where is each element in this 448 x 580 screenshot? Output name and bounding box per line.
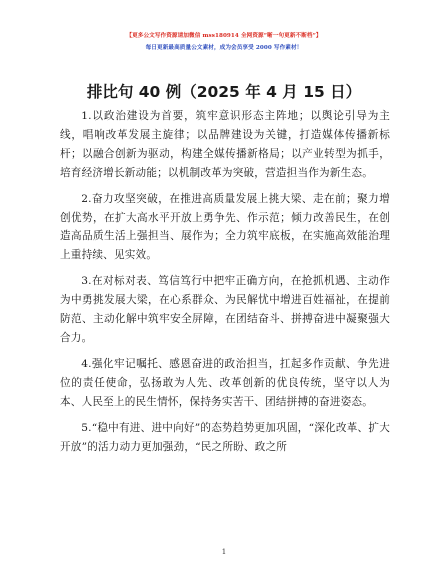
page-number: 1 [221,548,227,556]
paragraph-5: 5.“稳中有进、进中向好”的态势趋势更加巩固，“深化改革、扩大开放”的活力动力更加强劲，“民之所盼、政之所 [60,421,390,453]
promo-line-1: 【更多公文写作资源请加微信 mss180914 全网资源“晰一句更新不断档”】 [126,33,322,39]
paragraph-1: 1.以政治建设为首要，筑牢意识形态主阵地；以舆论引导为主线，唱响改革发展主旋律；以品牌建设为关键，打造媒体传播新标杆；以融合创新为驱动，构建全媒传播新格局；以产业转型为抓手，培育经济增长新动能；以机制改革为突破，营造担当作为新生态。 [60,110,390,179]
document-body [60,107,390,463]
paragraph-4: 4.强化牢记嘱托、感恩奋进的政治担当，扛起多作贡献、争先进位的责任使命，弘扬敢为人先、改革创新的优良传统，坚守以人为本、人民至上的民生情怀，保持务实苦干、团结拼搏的奋进姿态。 [60,357,390,408]
promo-line-2: 每日更新最高质量公文素材，成为会员享受 2000 写作素材！ [145,45,303,51]
paragraph-3: 3.在对标对表、笃信笃行中把牢正确方向，在抢抓机遇、主动作为中勇挑发展大梁，在心系群众、为民解忧中增进百姓福祉，在提前防范、主动化解中筑牢安全屏障，在团结奋斗、拼搏奋进中凝聚强大合力。 [60,275,390,344]
document-title: 排比句 40 例（2025 年 4 月 15 日） [86,83,362,101]
promo-header [0,30,448,54]
paragraph-2: 2.奋力攻坚突破，在推进高质量发展上挑大梁、走在前；聚力增创优势，在扩大高水平开放上勇争先、作示范；倾力改善民生，在创造高品质生活上强担当、展作为；全力筑牢底板，在实施高效能治理上重持续、见实效。 [60,192,390,262]
